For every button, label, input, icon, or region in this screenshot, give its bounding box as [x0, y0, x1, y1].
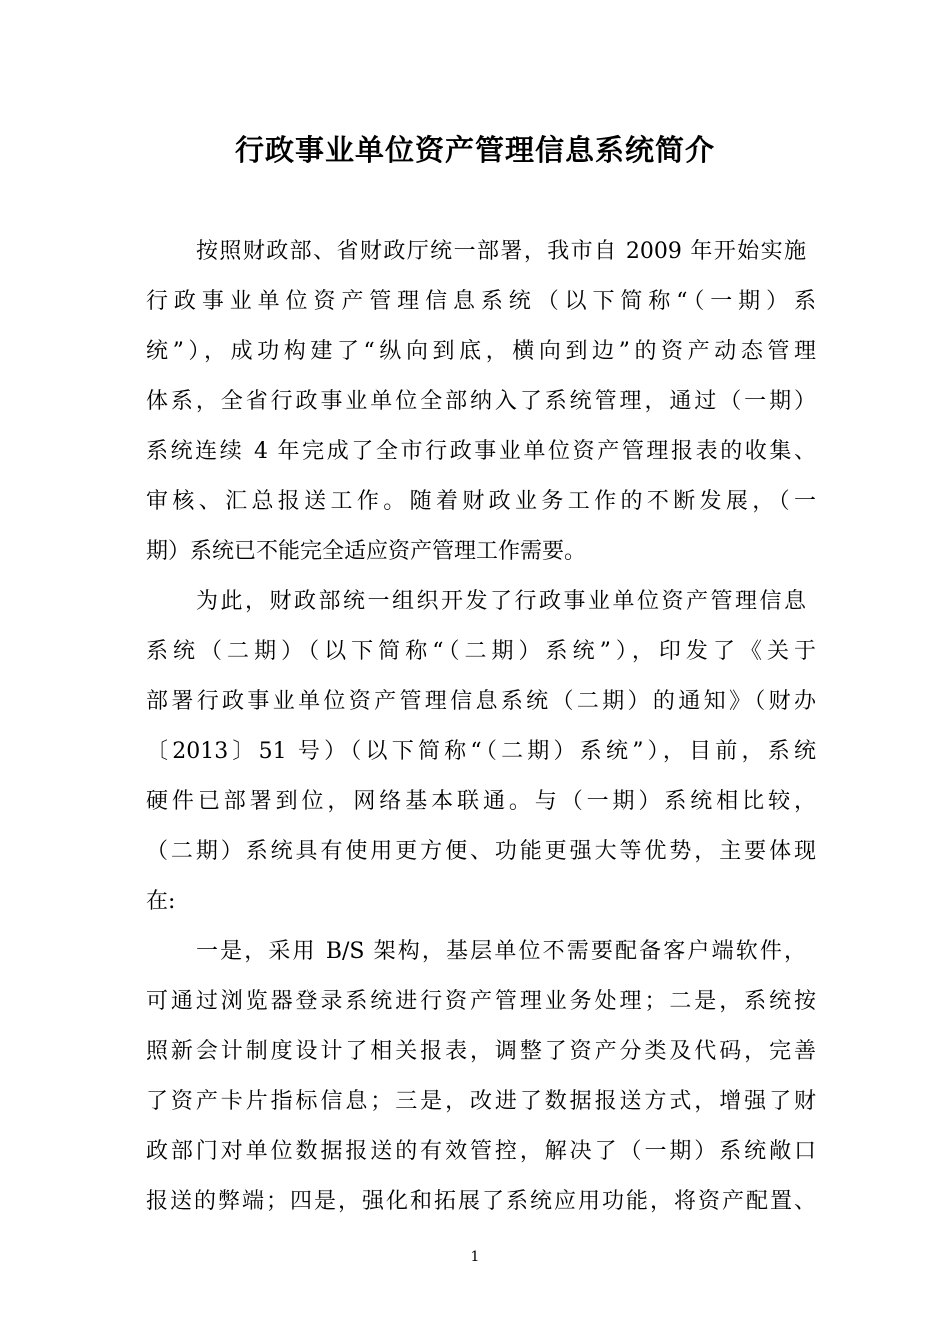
paragraph-line: 期）系统已不能完全适应资产管理工作需要。: [146, 539, 587, 564]
paragraph-line: 行政事业单位资产管理信息系统（以下简称“（一期）系: [146, 289, 816, 314]
paragraph-line: 系统连续 4 年完成了全市行政事业单位资产管理报表的收集、: [146, 439, 816, 464]
paragraph-line: 〔2013〕51 号）（以下简称“（二期）系统”），目前，系统: [146, 739, 816, 764]
paragraph-line: 一是，采用 B/S 架构，基层单位不需要配备客户端软件，: [196, 939, 806, 964]
paragraph-line: 按照财政部、省财政厅统一部署，我市自 2009 年开始实施: [196, 239, 806, 264]
paragraph-line: 了资产卡片指标信息；三是，改进了数据报送方式，增强了财: [146, 1089, 816, 1114]
paragraph-line: 照新会计制度设计了相关报表，调整了资产分类及代码，完善: [146, 1039, 816, 1064]
paragraph-line: 为此，财政部统一组织开发了行政事业单位资产管理信息: [196, 589, 806, 614]
paragraph-line: 审核、汇总报送工作。随着财政业务工作的不断发展，（一: [146, 489, 816, 514]
paragraph-line: 体系，全省行政事业单位全部纳入了系统管理，通过（一期）: [146, 389, 816, 414]
paragraph-line: 部署行政事业单位资产管理信息系统（二期）的通知》（财办: [146, 689, 816, 714]
paragraph-line: 在:: [146, 889, 176, 914]
paragraph-line: 统”），成功构建了“纵向到底，横向到边”的资产动态管理: [146, 339, 816, 364]
paragraph-line: 政部门对单位数据报送的有效管控，解决了（一期）系统敞口: [146, 1139, 816, 1164]
page-number: 1: [470, 1249, 480, 1265]
paragraph-line: 报送的弊端；四是，强化和拓展了系统应用功能，将资产配置、: [146, 1189, 816, 1214]
paragraph-line: （二期）系统具有使用更方便、功能更强大等优势，主要体现: [146, 839, 816, 864]
paragraph-line: 硬件已部署到位，网络基本联通。与（一期）系统相比较，: [146, 789, 816, 814]
document-title: 行政事业单位资产管理信息系统简介: [234, 133, 715, 167]
paragraph-line: 系统（二期）（以下简称“（二期）系统”），印发了《关于: [146, 639, 816, 664]
paragraph-line: 可通过浏览器登录系统进行资产管理业务处理；二是，系统按: [146, 989, 816, 1014]
